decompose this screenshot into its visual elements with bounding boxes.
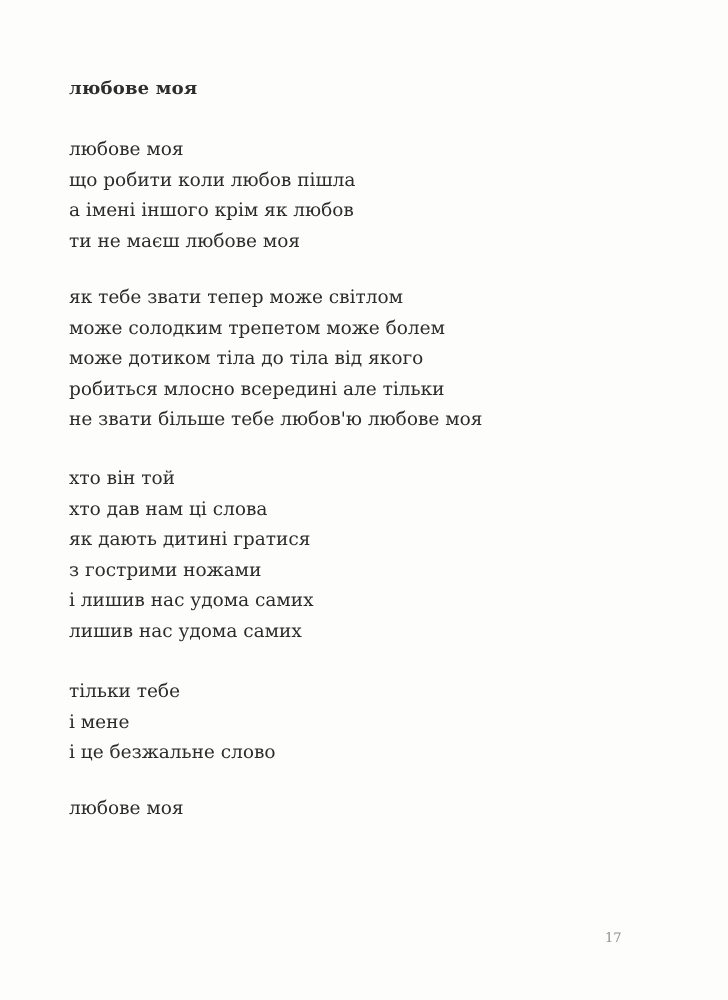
stanza-5 [69, 794, 184, 825]
poem-line: як тебе звати тепер може світлом [69, 287, 404, 308]
poem-line: з гострими ножами [69, 559, 262, 581]
poem-line: і лишив нас удома самих [69, 590, 314, 612]
poem-line: ти не маєш любове моя [69, 230, 301, 252]
poem-line: не звати більше тебе любов'ю любове моя [69, 409, 483, 431]
stanza-1 [69, 135, 355, 257]
stanza-3 [69, 464, 314, 648]
poem-line: як дають дитині гратися [69, 529, 311, 551]
poem-line: і це безжальне слово [69, 742, 276, 764]
poem-line: і мене [69, 711, 130, 733]
poem-line: що робити коли любов пішла [69, 169, 356, 191]
poem-line: лишив нас удома самих [69, 620, 302, 642]
poem-line: любове моя [69, 798, 184, 819]
poem-line: а імені іншого крім як любов [69, 200, 354, 222]
poem-line: хто дав нам ці слова [69, 498, 268, 520]
stanza-2 [69, 283, 482, 436]
poem-line: тільки тебе [69, 681, 181, 702]
poem-line: любове моя [69, 139, 184, 160]
poem-title: любове моя [69, 78, 198, 99]
poem-line: хто він той [69, 468, 175, 489]
poem-line: може солодким трепетом може болем [69, 317, 446, 339]
page-number: 17 [605, 931, 622, 946]
stanza-4 [69, 677, 276, 769]
poem-line: може дотиком тіла до тіла від якого [69, 348, 424, 370]
poem-line: робиться млосно всередині але тільки [69, 378, 445, 400]
